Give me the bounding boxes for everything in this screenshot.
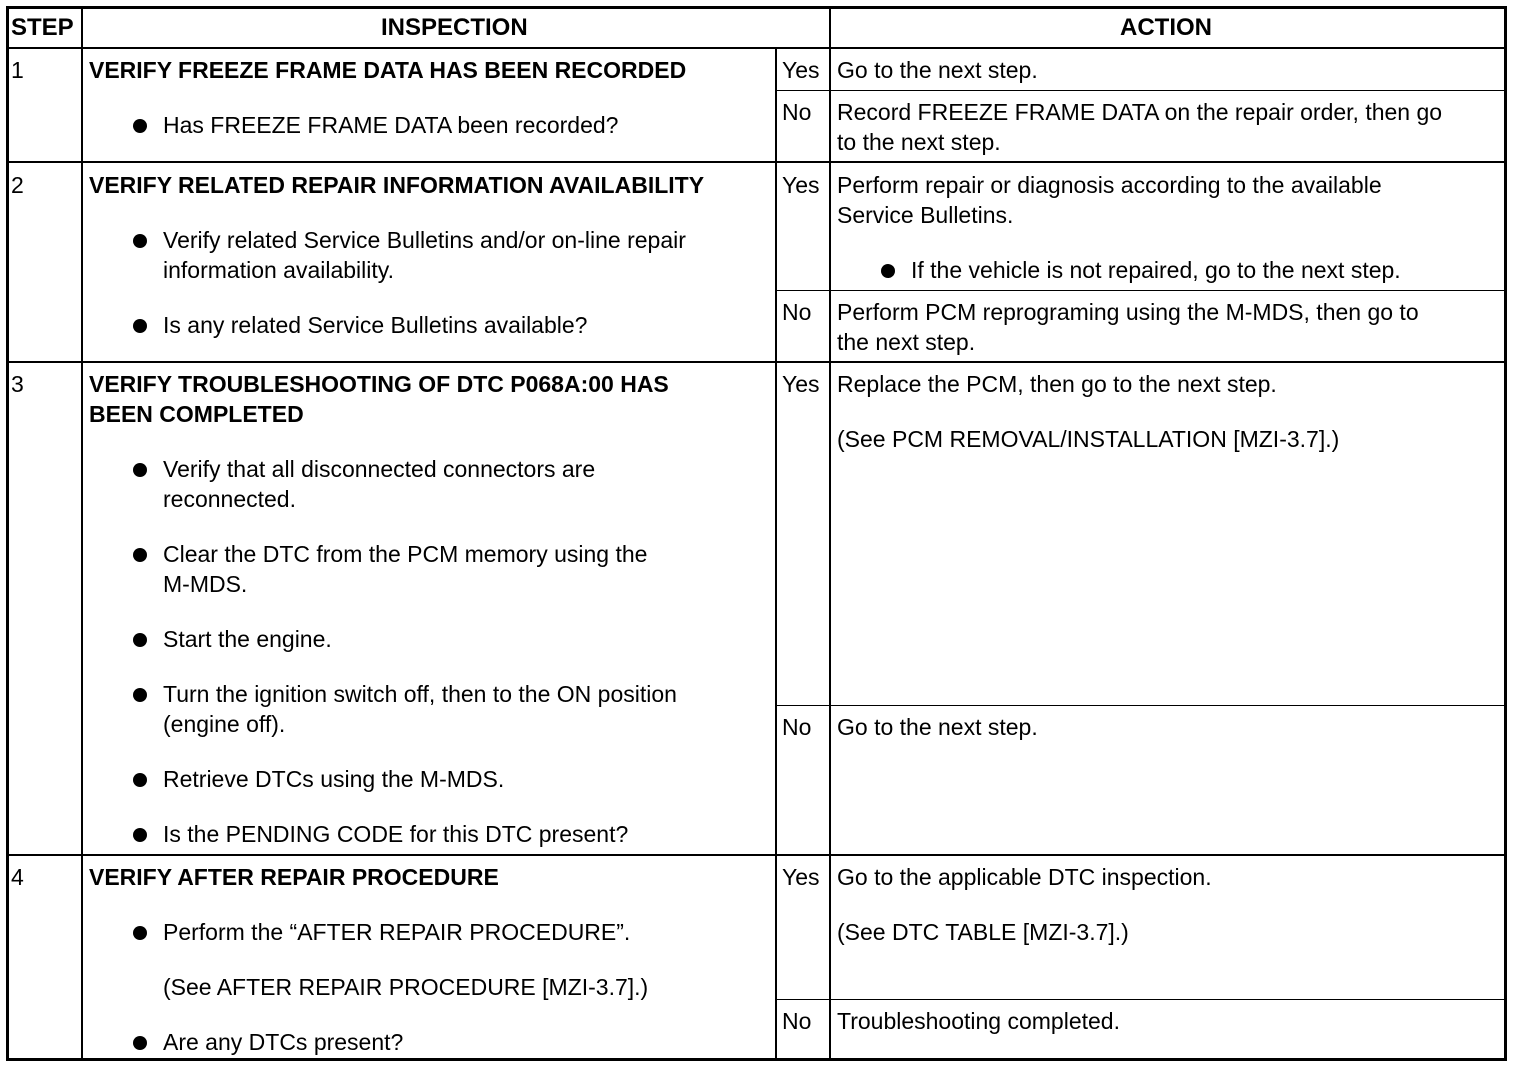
row-divider-3 (6, 854, 1507, 856)
step-3-bullet-6: Is the PENDING CODE for this DTC present? (163, 821, 629, 847)
bullet-icon (133, 773, 147, 787)
yes-no-divider-3 (775, 705, 1507, 706)
step-2-yes-action-line-1: Perform repair or diagnosis according to the available (837, 172, 1382, 198)
step-2-number: 2 (11, 172, 24, 198)
step-3-bullet-5: Retrieve DTCs using the M-MDS. (163, 766, 505, 792)
step-2-no-label: No (782, 299, 812, 325)
step-3-yes-reference: (See PCM REMOVAL/INSTALLATION [MZI-3.7].) (837, 426, 1340, 452)
bullet-icon (133, 319, 147, 333)
step-4-number: 4 (11, 864, 24, 890)
step-4-bullet-2: Are any DTCs present? (163, 1029, 404, 1055)
step-3-bullet-1-line-2: reconnected. (163, 486, 296, 512)
col-divider-step (81, 6, 83, 1061)
step-4-no-action: Troubleshooting completed. (837, 1008, 1120, 1034)
step-3-yes-label: Yes (782, 371, 820, 397)
bullet-icon (133, 828, 147, 842)
step-3-bullet-2-line-1: Clear the DTC from the PCM memory using the (163, 541, 648, 567)
step-1-bullet-1: Has FREEZE FRAME DATA been recorded? (163, 112, 619, 138)
row-divider-2 (6, 361, 1507, 363)
step-4-yes-action: Go to the applicable DTC inspection. (837, 864, 1212, 890)
step-3-title-line-2: BEEN COMPLETED (89, 401, 304, 427)
yes-no-divider-1 (775, 90, 1507, 91)
step-2-bullet-1-line-1: Verify related Service Bulletins and/or on-line repair (163, 227, 686, 253)
step-2-yes-action-line-2: Service Bulletins. (837, 202, 1014, 228)
bullet-icon (133, 688, 147, 702)
step-2-no-action-line-1: Perform PCM reprograming using the M-MDS, then go to (837, 299, 1419, 325)
step-4-no-label: No (782, 1008, 812, 1034)
step-2-yes-bullet: If the vehicle is not repaired, go to the next step. (911, 257, 1401, 283)
header-inspection: INSPECTION (381, 14, 528, 41)
step-2-bullet-2: Is any related Service Bulletins available? (163, 312, 588, 338)
bullet-icon (133, 633, 147, 647)
step-3-bullet-2-line-2: M-MDS. (163, 571, 248, 597)
bullet-icon (133, 548, 147, 562)
bullet-icon (133, 926, 147, 940)
step-1-no-label: No (782, 99, 812, 125)
yes-no-divider-4 (775, 999, 1507, 1000)
bullet-icon (133, 234, 147, 248)
bullet-icon (133, 463, 147, 477)
step-3-yes-action: Replace the PCM, then go to the next step. (837, 371, 1277, 397)
step-2-yes-label: Yes (782, 172, 820, 198)
step-4-title: VERIFY AFTER REPAIR PROCEDURE (89, 864, 499, 890)
step-2-title: VERIFY RELATED REPAIR INFORMATION AVAILABILITY (89, 172, 705, 198)
yes-no-divider-2 (775, 290, 1507, 291)
col-divider-answer (775, 48, 777, 1061)
step-3-bullet-1-line-1: Verify that all disconnected connectors are (163, 456, 596, 482)
step-3-bullet-3: Start the engine. (163, 626, 332, 652)
row-divider-1 (6, 161, 1507, 163)
header-divider (6, 47, 1507, 49)
step-3-no-label: No (782, 714, 812, 740)
diagnostic-table (6, 6, 1507, 1061)
step-4-bullet-reference: (See AFTER REPAIR PROCEDURE [MZI-3.7].) (163, 974, 649, 1000)
step-1-no-action-line-2: to the next step. (837, 129, 1001, 155)
step-1-number: 1 (11, 57, 24, 83)
step-1-no-action-line-1: Record FREEZE FRAME DATA on the repair order, then go (837, 99, 1443, 125)
bullet-icon (881, 264, 895, 278)
col-divider-action (829, 6, 831, 1061)
step-1-yes-label: Yes (782, 57, 820, 83)
step-4-yes-label: Yes (782, 864, 820, 890)
step-3-no-action: Go to the next step. (837, 714, 1038, 740)
step-3-number: 3 (11, 371, 24, 397)
header-action: ACTION (1120, 14, 1212, 41)
step-4-bullet-1: Perform the “AFTER REPAIR PROCEDURE”. (163, 919, 631, 945)
step-1-title: VERIFY FREEZE FRAME DATA HAS BEEN RECORDED (89, 57, 687, 83)
step-3-bullet-4-line-2: (engine off). (163, 711, 286, 737)
step-4-yes-reference: (See DTC TABLE [MZI-3.7].) (837, 919, 1129, 945)
step-1-yes-action: Go to the next step. (837, 57, 1038, 83)
bullet-icon (133, 1036, 147, 1050)
step-2-bullet-1-line-2: information availability. (163, 257, 394, 283)
header-step: STEP (11, 14, 74, 41)
step-3-title-line-1: VERIFY TROUBLESHOOTING OF DTC P068A:00 HAS (89, 371, 669, 397)
step-3-bullet-4-line-1: Turn the ignition switch off, then to the ON position (163, 681, 677, 707)
bullet-icon (133, 119, 147, 133)
step-2-no-action-line-2: the next step. (837, 329, 976, 355)
